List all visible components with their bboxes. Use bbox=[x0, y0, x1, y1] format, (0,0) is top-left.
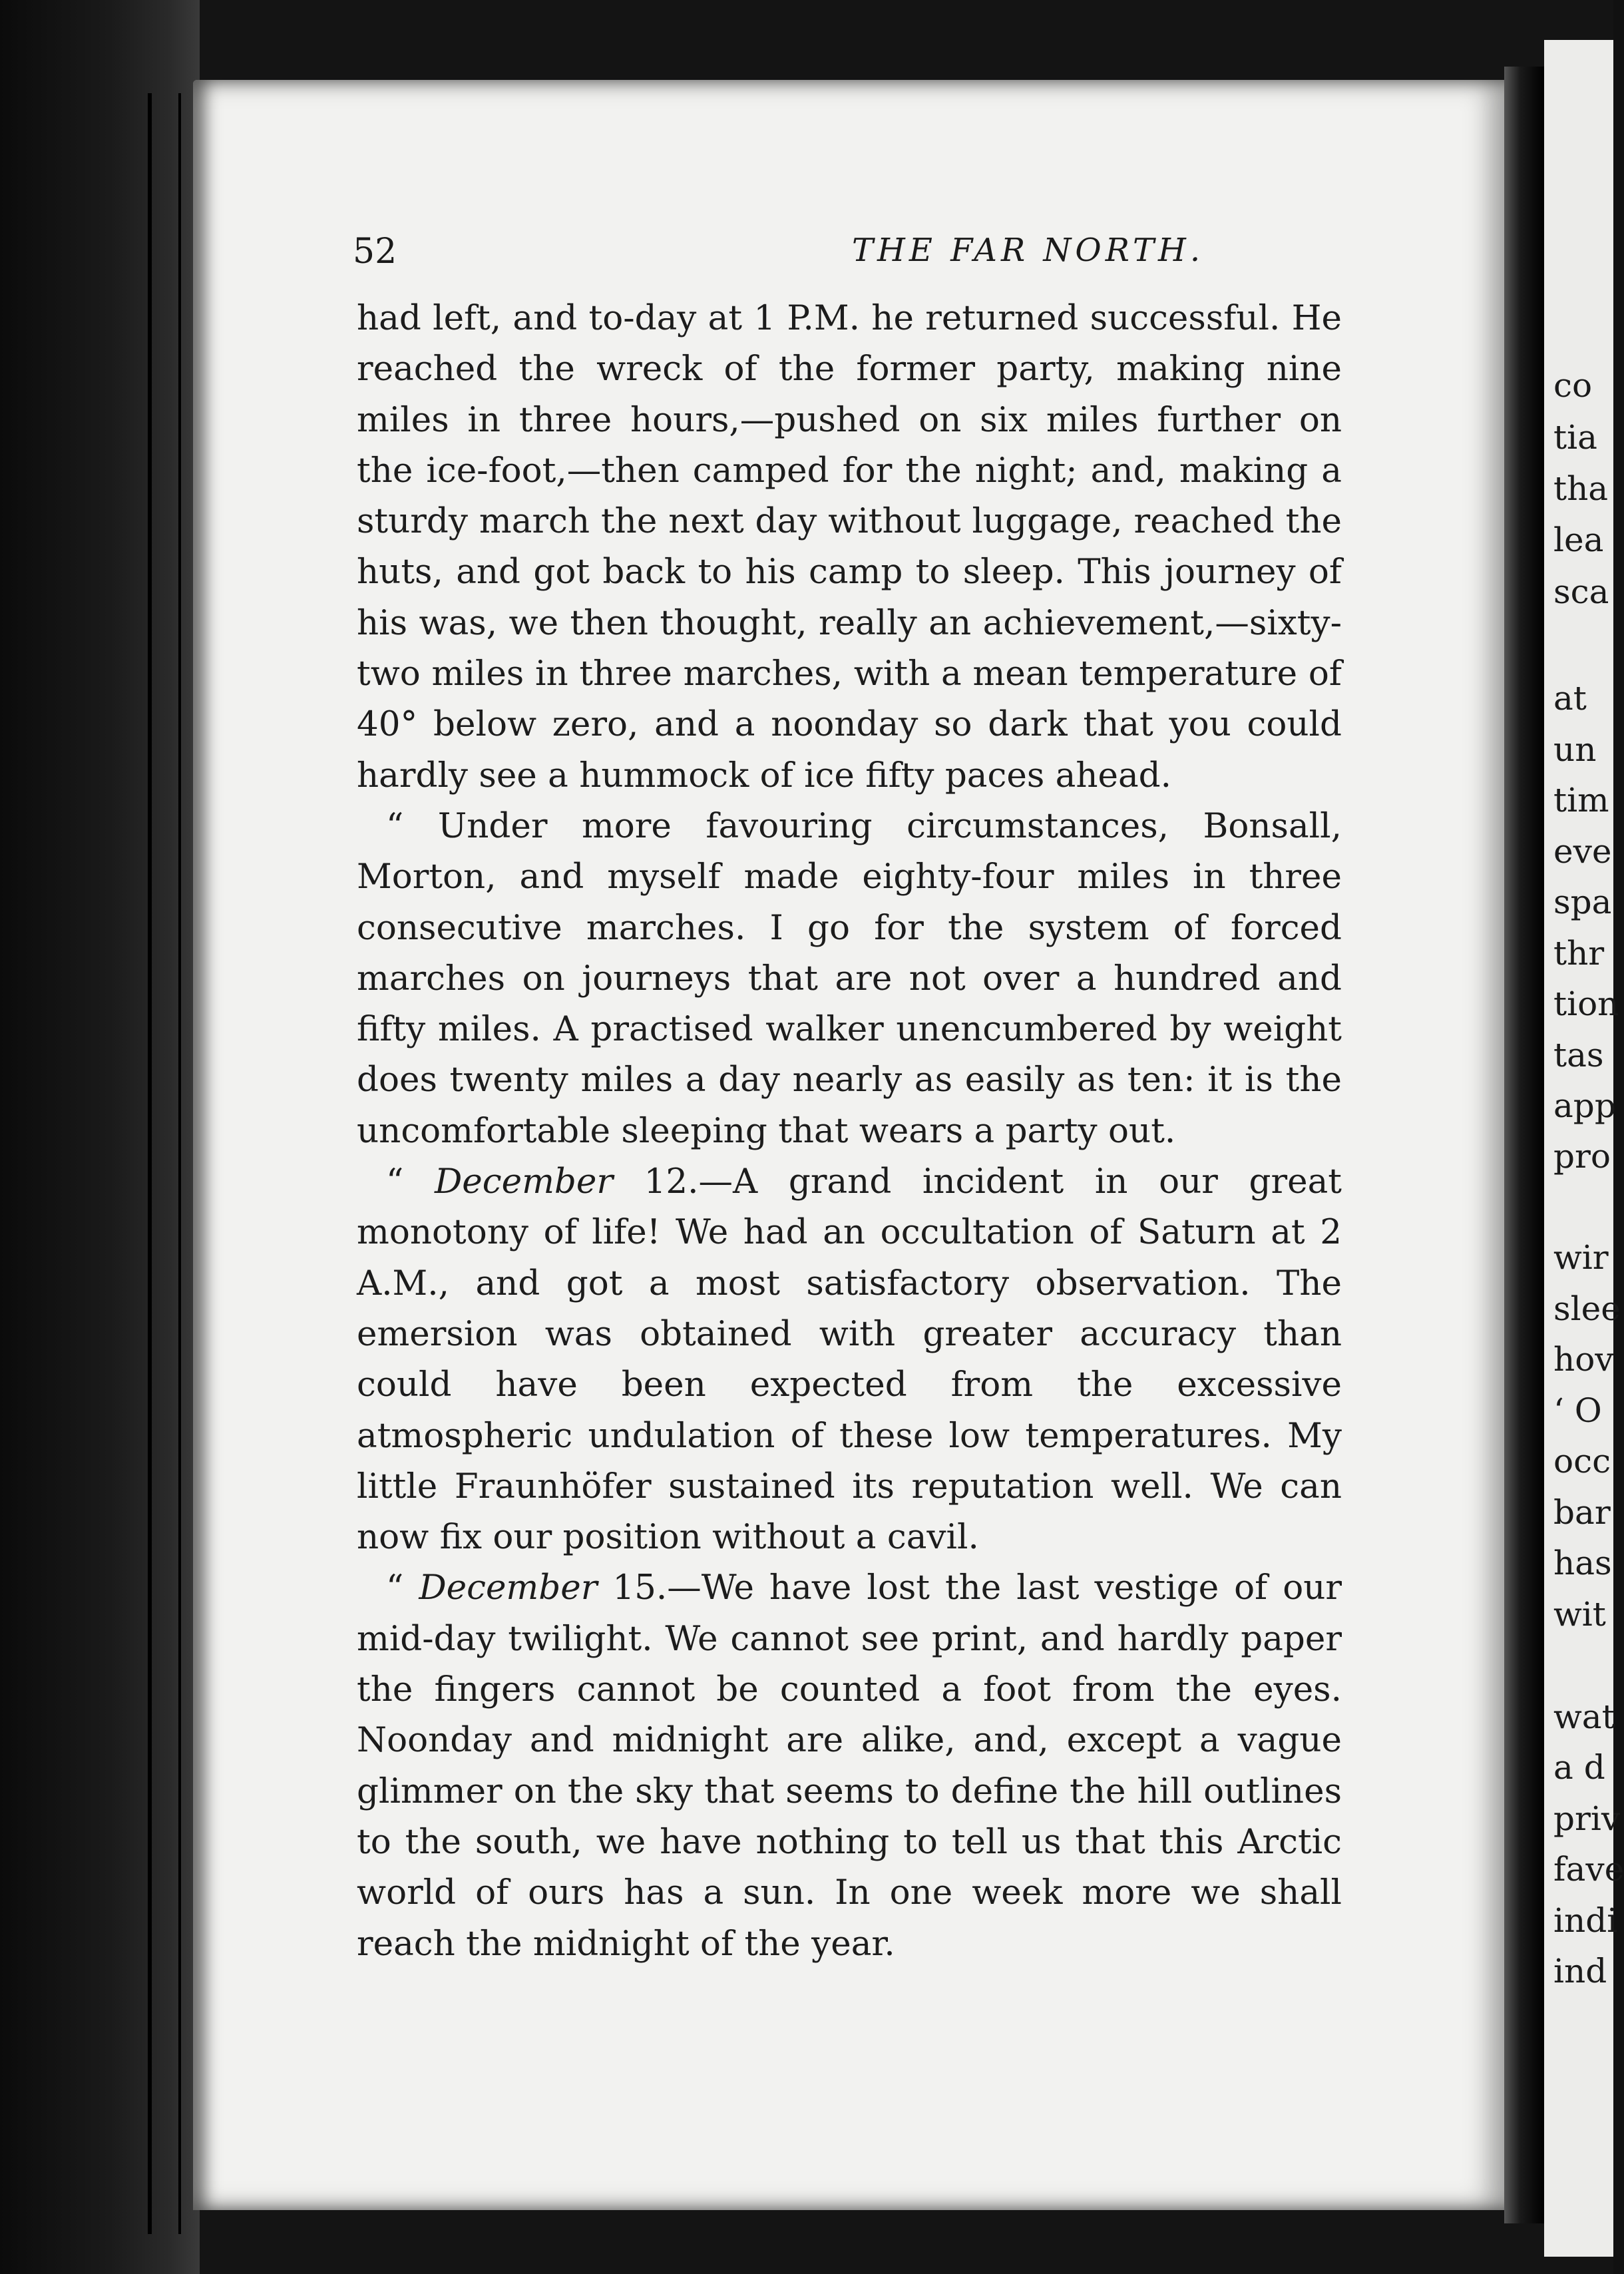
next-page-fragment bbox=[1544, 40, 1624, 2257]
next-page-line: hov bbox=[1553, 1340, 1614, 1379]
next-page-line: wir bbox=[1553, 1238, 1609, 1277]
entry-date: December bbox=[419, 1568, 598, 1608]
page-number: 52 bbox=[353, 232, 397, 272]
next-page-line: at bbox=[1553, 679, 1587, 718]
page-gutter-shadow bbox=[1504, 67, 1544, 2223]
next-page-line: lea bbox=[1553, 521, 1604, 559]
next-page-line: app bbox=[1553, 1086, 1616, 1125]
body-text bbox=[357, 293, 1342, 1969]
next-page-line: a d bbox=[1553, 1748, 1605, 1787]
next-page-line: ind bbox=[1553, 1952, 1607, 1990]
paragraph: had left, and to-day at 1 P.M. he returned successful. He reached the wreck of the former party, making nine miles in three hours,—pushed on six miles further on the ice-foot,—then camped for the night; and, making a sturdy march the next day without luggage, reached the huts, and got back to his camp to sleep. This journey of his was, we then thought, really an achievement,—sixty-two miles in three marches, with a mean temperature of 40° below zero, and a noonday so dark that you could hardly see a hummock of ice fifty paces ahead. bbox=[357, 298, 1342, 796]
next-page-line: tim bbox=[1553, 781, 1609, 819]
next-page-line: slee bbox=[1553, 1289, 1621, 1328]
next-page-line: tha bbox=[1553, 469, 1609, 508]
paragraph: “ December 12.—A grand incident in our great monotony of life! We had an occultation of Saturn at 2 A.M., and got a most satisfactory observation. The emersion was obtained with greater accuracy than could have been expected from the excessive atmospheric undulation of these low temperatures. My little Fraunhöfer sustained its reputation well. We can now fix our position without a cavil. bbox=[357, 1162, 1342, 1558]
spine-edge-line bbox=[178, 93, 181, 2234]
entry-text: 12.—A grand incident in our great monotony of life! We had an occultation of Saturn at 2 A.M., and got a most satisfactory observation. The emersion was obtained with greater accuracy than could have been expected from the excessive atmospheric undulation of these low temperatures. My little Fraunhöfer sustained its reputation well. We can now fix our position without a cavil. bbox=[357, 1162, 1342, 1558]
next-page-line: thr bbox=[1553, 934, 1605, 973]
entry-text: 15.—We have lost the last vestige of our mid-day twilight. We cannot see print, and hardly paper the fingers cannot be counted a foot from the eyes. Noonday and midnight are alike, and, except a vague glimmer on the sky that seems to define the hill outlines to the south, we have nothing to tell us that this Arctic world of ours has a sun. In one week more we shall reach the midnight of the year. bbox=[357, 1568, 1342, 1964]
book-spine bbox=[0, 0, 200, 2274]
next-page-line: tion bbox=[1553, 985, 1619, 1023]
next-page-line: ‘ O bbox=[1553, 1391, 1602, 1430]
next-page-line: tas bbox=[1553, 1036, 1604, 1074]
next-page-line: fave bbox=[1553, 1850, 1624, 1889]
next-page-line: priv bbox=[1553, 1799, 1621, 1838]
next-page-line: sca bbox=[1553, 572, 1609, 611]
paragraph: “ Under more favouring circumstances, Bonsall, Morton, and myself made eighty-four miles in three consecutive marches. I go for the system of forced marches on journeys that are not over a hundred and fifty miles. A practised walker unencumbered by weight does twenty miles a day nearly as easily as ten: it is the uncomfortable sleeping that wears a party out. bbox=[357, 805, 1342, 1151]
spine-edge-line bbox=[148, 93, 152, 2234]
entry-date: December bbox=[434, 1162, 613, 1202]
paragraph: “ December 15.—We have lost the last vestige of our mid-day twilight. We cannot see print, and hardly paper the fingers cannot be counted a foot from the eyes. Noonday and midnight are alike, and, except a vague glimmer on the sky that seems to define the hill outlines to the south, we have nothing to tell us that this Arctic world of ours has a sun. In one week more we shall reach the midnight of the year. bbox=[357, 1568, 1342, 1964]
next-page-line: co bbox=[1553, 366, 1593, 405]
next-page-line: tia bbox=[1553, 418, 1597, 457]
next-page-line: occ bbox=[1553, 1442, 1611, 1480]
next-page-line: wit bbox=[1553, 1595, 1606, 1634]
next-page-line: spa bbox=[1553, 883, 1612, 921]
next-page-line: eve bbox=[1553, 832, 1612, 871]
next-page-line: bar bbox=[1553, 1493, 1611, 1532]
next-page-line: wat bbox=[1553, 1698, 1615, 1736]
next-page-line: indi bbox=[1553, 1901, 1618, 1940]
next-page-line: pro bbox=[1553, 1137, 1611, 1176]
page-52 bbox=[193, 80, 1518, 2210]
next-page-line: has bbox=[1553, 1544, 1612, 1582]
running-title: THE FAR NORTH. bbox=[852, 232, 1205, 269]
next-page-line: un bbox=[1553, 730, 1597, 769]
running-head bbox=[353, 232, 1351, 278]
